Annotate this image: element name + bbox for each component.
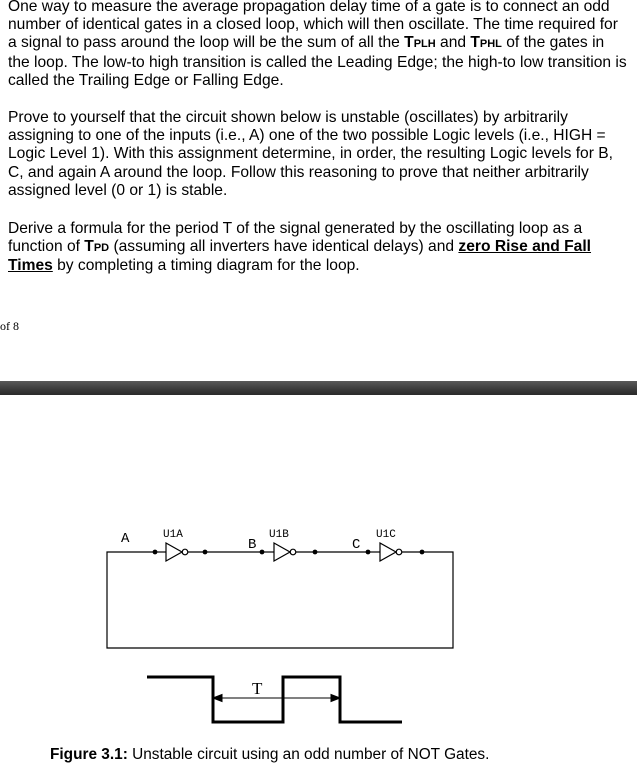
figure-caption-text: Unstable circuit using an odd number of NOT Gates. (127, 746, 490, 763)
period-label: T (252, 679, 263, 698)
gate-u1c-label: U1C (376, 529, 396, 541)
tplh-term: TPLH (404, 34, 436, 52)
node-c-label: C (352, 537, 361, 553)
node-b-dot (260, 550, 265, 555)
inverter-u1c-icon (380, 543, 396, 561)
node-a-label: A (121, 531, 130, 547)
loop-wire (107, 552, 453, 648)
node-c-dot (366, 550, 371, 555)
emphasis-text: zero Rise and Fall Times (8, 238, 592, 275)
inverter-u1b-icon (274, 543, 290, 561)
node-b-label: B (248, 537, 257, 553)
inverter-u1a-icon (166, 543, 182, 561)
node-a-dot (153, 550, 158, 555)
page-number-footer: of 8 (0, 319, 19, 333)
gate-u1b-label: U1B (269, 529, 289, 541)
prove-paragraph: Prove to yourself that the circuit shown below is unstable (oscillates) by arbitrarily assigning to one of the inputs (i.e., A) one of the two possible Logic levels (i.e., HIGH = Logic Level 1). With this assignment determine, in order, the resulting Logic levels for B, C, and again A around the loop. Follow this reasoning to prove that neither arbitrarily assigned level (0 or 1) is stable. (8, 109, 613, 199)
tphl-term: TPHL (470, 34, 502, 52)
inverter-loop-figure (0, 400, 637, 740)
figure-caption (50, 746, 489, 764)
page-separator (0, 381, 637, 395)
derive-paragraph: Derive a formula for the period T of the signal generated by the oscillating loop as a function of TPD (assuming all inverters have identical delays) and zero Rise and Fall Times by completing a timing diagram for the loop. (8, 220, 592, 275)
intro-paragraph: One way to measure the average propagation delay time of a gate is to connect an odd number of identical gates in a closed loop, which will then oscillate. The time required for a signal to pass around the loop will be the sum of all the TPLH and TPHL of the gates in the loop. The low-to high transition is called the Leading Edge; the high-to low transition is called the Trailing Edge or Falling Edge. (8, 0, 627, 89)
tpd-term: TPD (84, 238, 110, 256)
square-wave (147, 677, 402, 722)
gate-u1a-label: U1A (163, 529, 183, 541)
figure-caption-label: Figure 3.1: (50, 746, 128, 763)
